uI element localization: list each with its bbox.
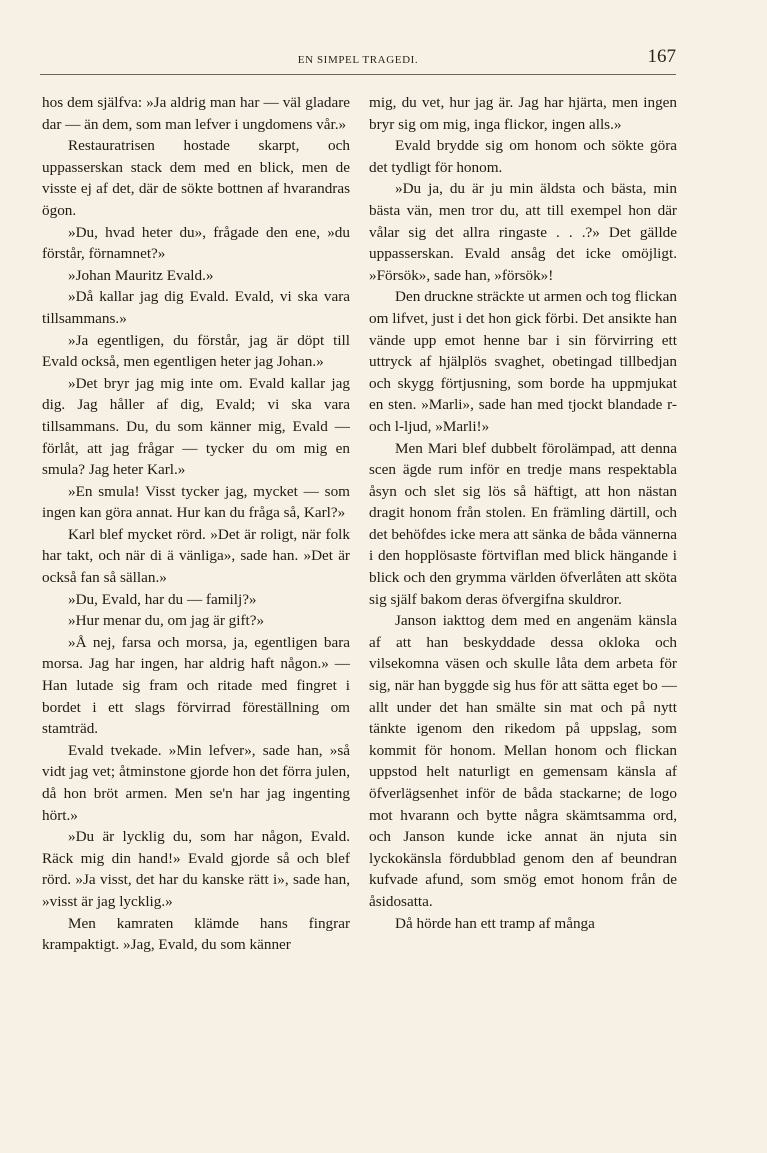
running-title: EN SIMPEL TRAGEDI. (297, 54, 419, 66)
paragraph: »Du, hvad heter du», frågade den ene, »du förstår, förnamnet?» (42, 223, 350, 263)
paragraph: Men kamraten klämde hans fingrar krampaktigt. »Jag, Evald, du som känner (42, 914, 350, 954)
paragraph: »Du ja, du är ju min äldsta och bästa, min bästa vän, men tror du, att till exempel hon där vålar sig det allra ringaste . . .?» Det gällde uppasserskan. Evald ansåg det icke omöjligt. »Försök», sade han, »försök»! (369, 180, 677, 284)
paragraph: hos dem själfva: »Ja aldrig man har — väl gladare dar — än dem, som man lefver i ungdomens vår.» (42, 94, 350, 133)
paragraph: »Då kallar jag dig Evald. Evald, vi ska vara tillsammans.» (42, 288, 350, 327)
paragraph: »Hur menar du, om jag är gift?» (68, 612, 265, 630)
paragraph: »Du, Evald, har du — familj?» (68, 590, 257, 608)
header-rule (40, 74, 676, 75)
paragraph: Karl blef mycket rörd. »Det är roligt, när folk har takt, och när di ä vänliga», sade han. »Det är också fan så sällan.» (42, 525, 350, 587)
paragraph: »Det bryr jag mig inte om. Evald kallar jag dig. Jag håller af dig, Evald; vi ska vara tillsammans. Du, du som känner mig, Evald — förlåt, att jag frågar — tycker du om mig en smula? Jag heter Karl.» (42, 374, 350, 479)
paragraph: Evald tvekade. »Min lefver», sade han, »så vidt jag vet; åtminstone gjorde hon det förra julen, då hon bröt armen. Men se'n har jag ingenting hört.» (42, 741, 350, 824)
paragraph: Men Mari blef dubbelt förolämpad, att denna scen ägde rum inför en tredje mans respektabla åsyn och slet sig lös så häftigt, att hon nästan dragit honom från stolen. En främling därtill, och det behöfdes icke mera att sänka de båda vännerna i den hopplösaste förtviflan med blick hängande i blick och den grymma världen öfverlåten att sköta sig själf bakom deras öfvergifna skuldror. (369, 439, 677, 608)
paragraph: »Ja egentligen, du förstår, jag är döpt till Evald också, men egentligen heter jag Johan.» (42, 331, 350, 371)
paragraph: Då hörde han ett tramp af många (395, 914, 595, 932)
paragraph: Janson iakttog dem med en angenäm känsla af att han beskyddade dessa okloka och vilsekomna väsen och skulle låta dem arbeta för sig, när han byggde sig hus för att sätta eget bo — allt under det han smälte sin mat och på nytt tänkte igenom den rikedom på uppslag, som kommit för honom. Mellan honom och flickan uppstod helt naturligt en gemensam känsla af öfverlägsenhet inför de båda stackarne; de logo mot hvarann och bytte några skämtsamma ord, och Janson kunde icke annat än njuta sin lyckokänsla fördubblad genom den af beundran kufvade afund, som smög emot honom från de åsidosatta. (369, 612, 677, 910)
paragraph: »En smula! Visst tycker jag, mycket — som ingen kan göra annat. Hur kan du fråga så, Karl?» (42, 482, 350, 522)
page-number: 167 (647, 46, 676, 67)
paragraph: mig, du vet, hur jag är. Jag har hjärta, men ingen bryr sig om mig, inga flickor, ingen alls.» (369, 94, 677, 133)
page-header (40, 40, 676, 74)
paragraph: »Du är lycklig du, som har någon, Evald. Räck mig din hand!» Evald gjorde så och blef rörd. »Ja visst, det har du kanske rätt i», sade han, »visst är jag lycklig.» (42, 828, 350, 910)
paragraph: Evald brydde sig om honom och sökte göra det tydligt för honom. (369, 137, 677, 176)
paragraph: »Johan Mauritz Evald.» (68, 266, 214, 284)
paragraph: Den druckne sträckte ut armen och tog flickan om lifvet, just i det hon gick förbi. Det ansikte han vände upp emot henne bar i sin förvirring ett uttryck af hjälplös svaghet, obetingad tillbedjan och skygg förtjusning, som borde ha uppmjukat en sten. »Marli», sade han med tjockt blandade r- och l-ljud, »Marli!» (369, 288, 677, 435)
right-column (369, 92, 677, 934)
left-column (42, 92, 350, 956)
paragraph: Restauratrisen hostade skarpt, och uppasserskan stack dem med en blick, men de visste ej af det, där de sökte bottnen af hvarandras ögon. (42, 137, 350, 219)
paragraph: »Å nej, farsa och morsa, ja, egentligen bara morsa. Jag har ingen, har aldrig haft någon.» — Han lutade sig fram och ritade med fingret i bordet i ett slags förvirrad föreställning om stamträd. (42, 633, 350, 738)
